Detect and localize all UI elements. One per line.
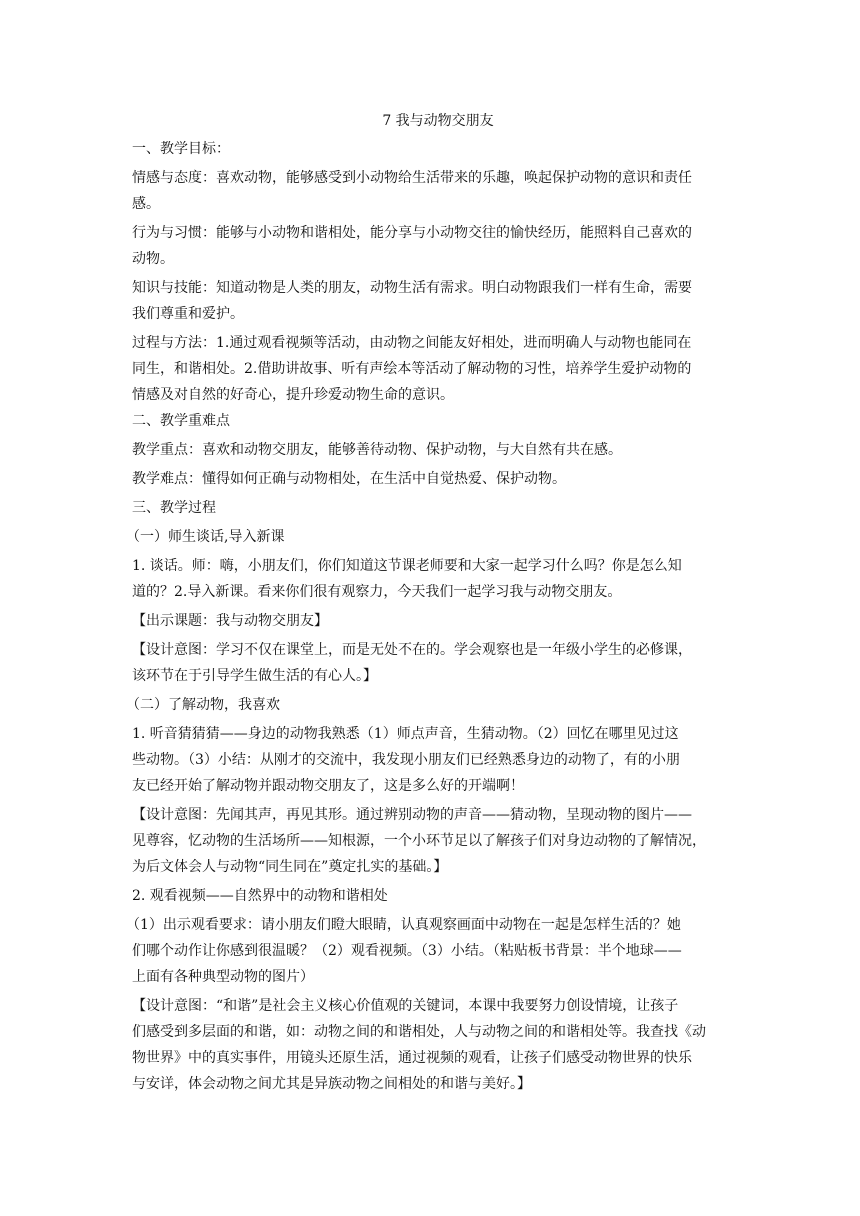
text-line: 行为与习惯：能够与小动物和谐相处，能分享与小动物交往的愉快经历，能照料自己喜欢的 [132,225,692,241]
text-line: （二）了解动物，我喜欢 [126,697,280,713]
text-line: 感。 [132,196,160,212]
text-line: 与安详，体会动物之间尤其是异族动物之间相处的和谐与美好。】 [132,1076,531,1092]
text-line: 二、教学重难点 [132,413,230,429]
text-line: 【设计意图：“和谐”是社会主义核心价值观的关键词，本课中我要努力创设情境，让孩子 [132,998,679,1014]
text-line: 2. 观看视频——自然界中的动物和谐相处 [132,888,388,904]
document-body [126,106,732,1097]
text-line: （1）出示观看要求：请小朋友们瞪大眼睛，认真观察画面中动物在一起是怎样生活的？她 [126,917,681,933]
text-line: 们哪个动作让你感到很温暖？（2）观看视频。（3）小结。（粘贴板书背景：半个地球—— [132,943,682,959]
text-line: 该环节在于引导学生做生活的有心人。】 [132,668,377,684]
text-line: 三、教学过程 [132,500,216,516]
text-line: 【设计意图：先闻其声，再见其形。通过辨别动物的声音——猜动物，呈现动物的图片—— [132,807,692,823]
text-line: 1. 听音猜猜猜——身边的动物我熟悉（1）师点声音，生猜动物。（2）回忆在哪里见过这 [132,726,679,742]
text-line: 教学重点：喜欢和动物交朋友，能够善待动物、保护动物，与大自然有共在感。 [132,442,622,458]
text-line: 一、教学目标： [132,141,230,157]
text-line: 【出示课题：我与动物交朋友】 [132,613,328,629]
text-line: 物世界》中的真实事件，用镜头还原生活，通过视频的观看，让孩子们感受动物世界的快乐 [132,1050,692,1066]
text-line: 过程与方法：1.通过观看视频等活动，由动物之间能友好相处，进而明确人与动物也能同在 [132,335,692,351]
document-title: 7 我与动物交朋友 [382,113,494,129]
text-line: 我们尊重和爱护。 [132,306,244,322]
text-line: 道的？2.导入新课。看来你们很有观察力，今天我们一起学习我与动物交朋友。 [132,584,622,600]
text-line: （一）师生谈话,导入新课 [126,529,285,545]
text-line: 知识与技能：知道动物是人类的朋友，动物生活有需求。明白动物跟我们一样有生命，需要 [132,280,692,296]
text-line: 【设计意图：学习不仅在课堂上，而是无处不在的。学会观察也是一年级小学生的必修课， [132,642,692,658]
text-line: 们感受到多层面的和谐，如：动物之间的和谐相处，人与动物之间的和谐相处等。我查找《动 [132,1024,706,1040]
text-line: 为后文体会人与动物“同生同在”奠定扎实的基础。】 [132,859,448,875]
text-line: 1. 谈话。师：嗨，小朋友们，你们知道这节课老师要和大家一起学习什么吗？你是怎么知 [132,558,682,574]
text-line: 动物。 [132,251,174,267]
text-line: 些动物。（3）小结：从刚才的交流中，我发现小朋友们已经熟悉身边的动物了，有的小朋 [132,752,680,768]
text-line: 情感与态度：喜欢动物，能够感受到小动物给生活带来的乐趣，唤起保护动物的意识和责任 [132,170,692,186]
text-line: 见尊容，忆动物的生活场所——知根源，一个小环节足以了解孩子们对身边动物的了解情况， [132,833,706,849]
text-line: 情感及对自然的好奇心，提升珍爱动物生命的意识。 [132,387,454,403]
document-lines [126,136,732,1097]
text-line: 同生，和谐相处。2.借助讲故事、听有声绘本等活动了解动物的习性，培养学生爱护动物的 [132,361,692,377]
text-line: 友已经开始了解动物并跟动物交朋友了，这是多么好的开端啊！ [132,778,524,794]
text-line: 教学难点：懂得如何正确与动物相处，在生活中自觉热爱、保护动物。 [132,471,566,487]
text-line: 上面有各种典型动物的图片） [132,969,314,985]
